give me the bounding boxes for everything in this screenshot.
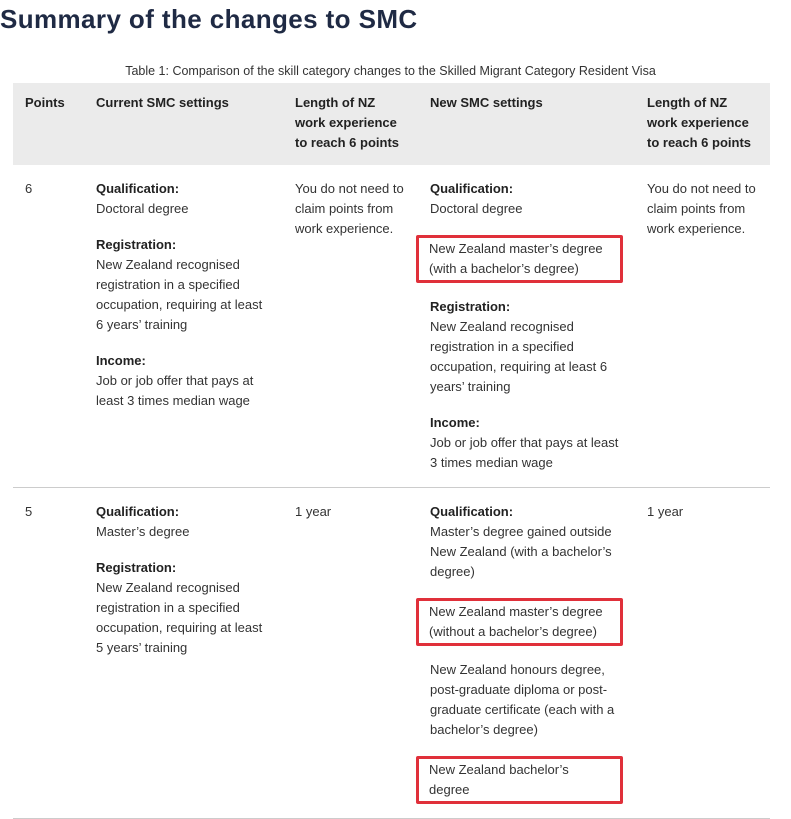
- table-body: [13, 165, 770, 819]
- header-new-experience: Length of NZ work experience to reach 6 points: [635, 83, 770, 165]
- current-settings-cell: [84, 165, 283, 488]
- header-new-settings: New SMC settings: [418, 83, 635, 165]
- setting-label: Qualification:: [430, 504, 514, 519]
- points-cell: 6: [13, 165, 84, 488]
- setting-block: [96, 351, 271, 411]
- setting-block: [430, 179, 623, 219]
- setting-label: Income:: [430, 415, 480, 430]
- points-cell: 5: [13, 488, 84, 819]
- current-experience-cell: You do not need to claim points from work experience.: [283, 165, 418, 488]
- setting-value: Doctoral degree: [96, 201, 189, 216]
- header-current-experience: Length of NZ work experience to reach 6 points: [283, 83, 418, 165]
- setting-label: Income:: [96, 353, 146, 368]
- setting-label: Qualification:: [96, 504, 180, 519]
- new-experience-cell: You do not need to claim points from work experience.: [635, 165, 770, 488]
- setting-value: Job or job offer that pays at least 3 times median wage: [430, 435, 619, 470]
- setting-value: Master’s degree gained outside New Zealand (with a bachelor’s degree): [430, 524, 612, 579]
- setting-label: Registration:: [96, 560, 177, 575]
- header-current-settings: Current SMC settings: [84, 83, 283, 165]
- setting-block: [430, 502, 623, 582]
- setting-label: Registration:: [96, 237, 177, 252]
- new-experience-cell: 1 year: [635, 488, 770, 819]
- setting-value: Master’s degree: [96, 524, 190, 539]
- setting-value: New Zealand recognised registration in a specified occupation, requiring at least 6 years’ training: [96, 257, 263, 332]
- highlighted-setting: New Zealand master’s degree (with a bachelor’s degree): [416, 235, 623, 283]
- setting-label: Registration:: [430, 299, 511, 314]
- table-caption: Table 1: Comparison of the skill category changes to the Skilled Migrant Category Resident Visa: [125, 64, 656, 78]
- header-row: [13, 83, 770, 165]
- setting-block: [430, 297, 623, 397]
- setting-value: New Zealand recognised registration in a specified occupation, requiring at least 6 years’ training: [430, 319, 608, 394]
- setting-block: [96, 502, 271, 542]
- setting-label: Qualification:: [96, 181, 180, 196]
- setting-block: [430, 413, 623, 473]
- setting-value: New Zealand recognised registration in a specified occupation, requiring at least 5 years’ training: [96, 580, 263, 655]
- new-settings-cell: [418, 165, 635, 488]
- setting-value: Job or job offer that pays at least 3 times median wage: [96, 373, 254, 408]
- comparison-table: [13, 83, 770, 819]
- header-points: Points: [13, 83, 84, 165]
- setting-block: [96, 235, 271, 335]
- setting-label: Qualification:: [430, 181, 514, 196]
- setting-block: [96, 179, 271, 219]
- highlighted-setting: New Zealand bachelor’s degree: [416, 756, 623, 804]
- setting-text: New Zealand honours degree, post-graduate diploma or post-graduate certificate (each with a bachelor’s degree): [430, 662, 615, 737]
- setting-value: Doctoral degree: [430, 201, 523, 216]
- current-experience-cell: 1 year: [283, 488, 418, 819]
- table-row: [13, 165, 770, 488]
- page-title: Summary of the changes to SMC: [0, 4, 418, 34]
- table-row: [13, 488, 770, 819]
- table-header: [13, 83, 770, 165]
- new-settings-cell: [418, 488, 635, 819]
- setting-block: [96, 558, 271, 658]
- highlighted-setting: New Zealand master’s degree (without a bachelor’s degree): [416, 598, 623, 646]
- current-settings-cell: [84, 488, 283, 819]
